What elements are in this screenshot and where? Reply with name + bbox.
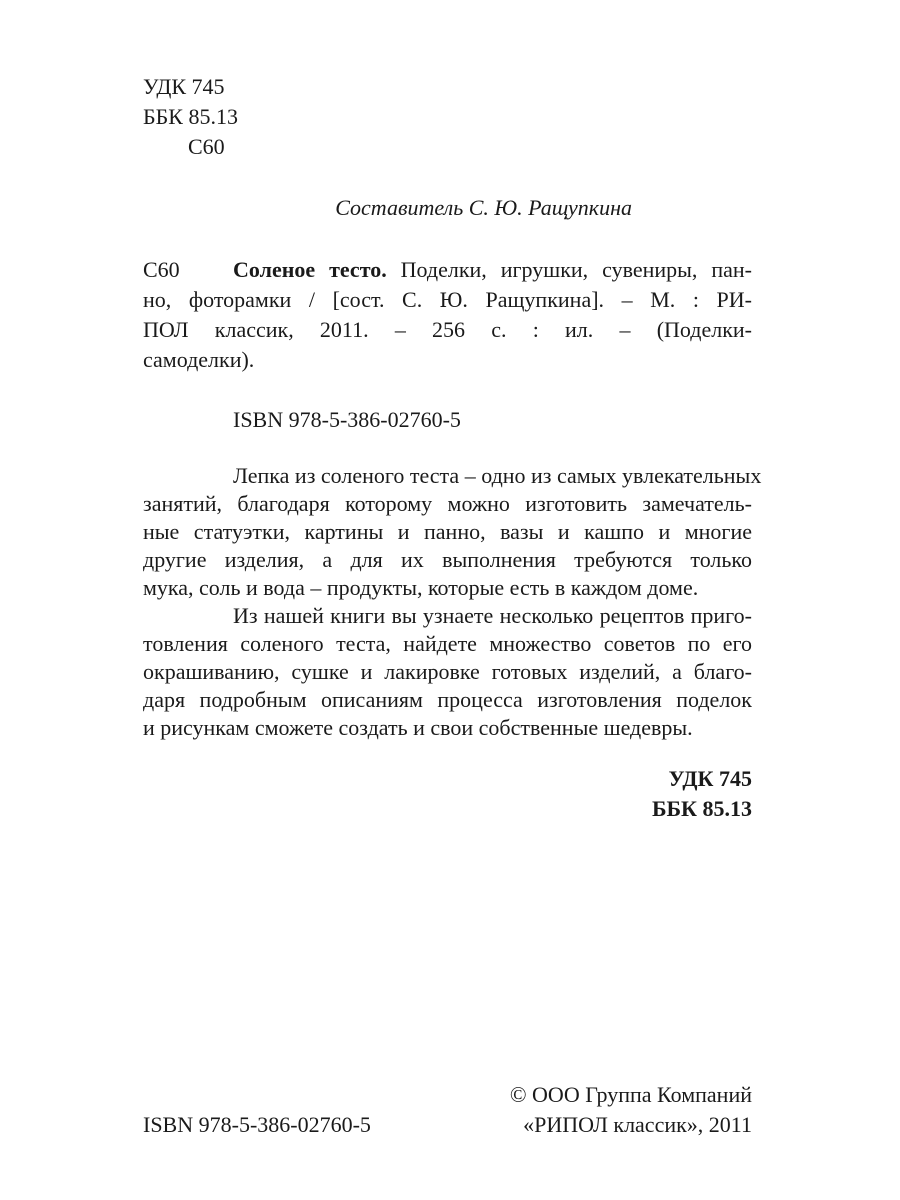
bibliographic-line-1 xyxy=(233,257,752,283)
copyright-line-1: © ООО Группа Компаний xyxy=(509,1082,752,1107)
compiler-credit: Составитель С. Ю. Ращупкина xyxy=(335,195,632,220)
bbk-code: ББК 85.13 xyxy=(143,104,238,129)
udk-code-bold: УДК 745 xyxy=(668,766,752,791)
annotation-p1-line-5: мука, соль и вода – продукты, которые есть в каждом доме. xyxy=(143,575,699,600)
annotation-p1-line-1: Лепка из соленого теста – одно из самых увлекательных xyxy=(233,463,762,488)
annotation-p1-line-4: другие изделия, а для их выполнения требуются только xyxy=(143,547,752,572)
isbn-main: ISBN 978-5-386-02760-5 xyxy=(233,407,461,432)
annotation-p2-line-4: даря подробным описаниям процесса изготовления поделок xyxy=(143,687,752,712)
annotation-p2-line-5: и рисункам сможете создать и свои собственные шедевры. xyxy=(143,715,693,740)
bibliographic-line-1-rest: Поделки, игрушки, сувениры, пан- xyxy=(400,257,752,282)
udk-code: УДК 745 xyxy=(143,74,225,99)
copyright-line-2: «РИПОЛ классик», 2011 xyxy=(523,1112,752,1137)
author-mark: С60 xyxy=(188,134,225,159)
bibliographic-mark: С60 xyxy=(143,257,180,282)
bibliographic-line-2: но, фоторамки / [сост. С. Ю. Ращупкина]. – М. : РИ- xyxy=(143,287,752,312)
annotation-p2-line-1: Из нашей книги вы узнаете несколько рецептов приго- xyxy=(233,603,752,628)
annotation-p2-line-2: товления соленого теста, найдете множество советов по его xyxy=(143,631,752,656)
bbk-code-bold: ББК 85.13 xyxy=(651,796,752,821)
bibliographic-line-3: ПОЛ классик, 2011. – 256 с. : ил. – (Поделки- xyxy=(143,317,752,342)
bibliographic-line-4: самоделки). xyxy=(143,347,255,372)
book-title: Соленое тесто. xyxy=(233,257,387,282)
annotation-p2-line-3: окрашиванию, сушке и лакировке готовых изделий, а благо- xyxy=(143,659,752,684)
annotation-p1-line-3: ные статуэтки, картины и панно, вазы и кашпо и многие xyxy=(143,519,752,544)
isbn-footer: ISBN 978-5-386-02760-5 xyxy=(143,1112,371,1137)
annotation-p1-line-2: занятий, благодаря которому можно изготовить замечатель- xyxy=(143,491,752,516)
